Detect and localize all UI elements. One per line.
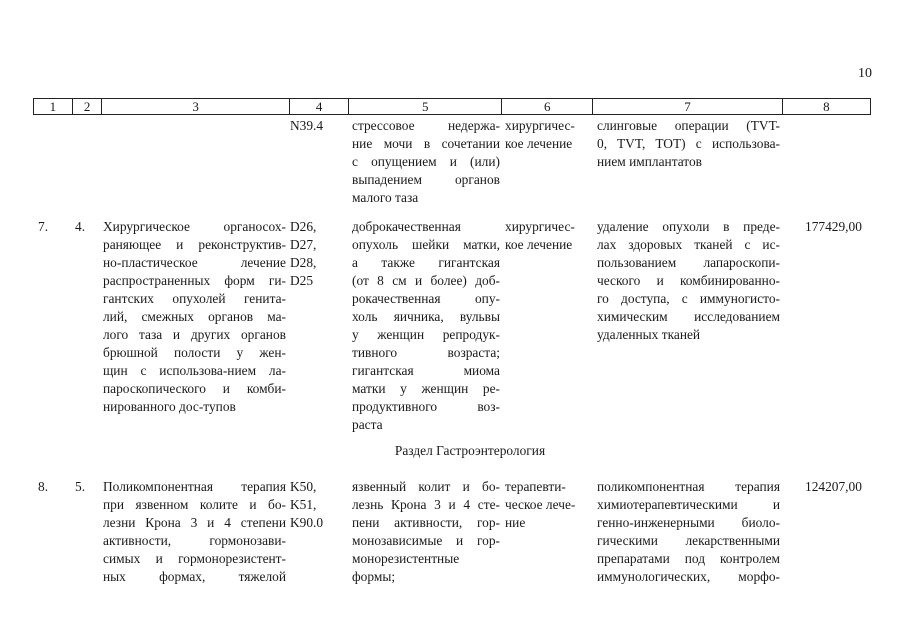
text-line: гигантская миома xyxy=(352,363,500,378)
text-line: выпадением органов xyxy=(352,172,500,187)
header-cell-3: 3 xyxy=(101,99,288,114)
row8-method xyxy=(597,478,780,586)
text-line: хирургичес- xyxy=(505,118,575,133)
row8-treatment-type xyxy=(505,478,575,532)
text-line: пользованием лапароскопи- xyxy=(597,255,780,270)
text-line: лах здоровых тканей с ис- xyxy=(597,237,780,252)
text-line: с опущением и (или) xyxy=(352,154,500,169)
code-line: D26, xyxy=(290,219,317,234)
text-line: а также гигантская xyxy=(352,255,500,270)
code-line: D28, xyxy=(290,255,317,270)
row7-treatment-type xyxy=(505,218,575,254)
page-number: 10 xyxy=(858,66,872,81)
text-line: язвенный колит и бо- xyxy=(352,479,500,494)
text-line: поликомпонентная терапия xyxy=(597,479,780,494)
text-line: го доступа, с иммуногисто- xyxy=(597,291,780,306)
text-line: пароскопического и комби- xyxy=(103,381,286,396)
header-cell-6: 6 xyxy=(501,99,592,114)
text-line: холь яичника, вульвы xyxy=(352,309,500,324)
header-cell-8: 8 xyxy=(782,99,870,114)
text-line: раняющее и реконструктив- xyxy=(103,237,286,252)
text-line: химическим исследованием xyxy=(597,309,780,324)
text-line: ческого и комбинированно- xyxy=(597,273,780,288)
text-line: генно-инженерными биоло- xyxy=(597,515,780,530)
row7-codes xyxy=(290,218,316,290)
text-line: симых и гормонорезистент- xyxy=(103,551,286,566)
row7-name xyxy=(103,218,286,416)
section-title: Раздел Гастроэнтерология xyxy=(394,443,546,458)
text-line: лого таза и других органов xyxy=(103,327,286,342)
text-line: формы; xyxy=(352,569,396,584)
text-line: 0, TVT, TOT) с использова- xyxy=(597,136,780,151)
text-line: кое лечение xyxy=(505,136,573,151)
text-line: гическими лекарственными xyxy=(597,533,780,548)
header-cell-5: 5 xyxy=(348,99,501,114)
text-line: при язвенном колите и бо- xyxy=(103,497,286,512)
text-line: опухоль шейки матки, xyxy=(352,237,500,252)
cont-row-method xyxy=(597,117,780,171)
text-line: химиотерапевтическими и xyxy=(597,497,780,512)
text-line: стрессовое недержа- xyxy=(352,118,500,133)
code-line: D25 xyxy=(290,273,314,288)
text-line: (от 8 см и более) доб- xyxy=(352,273,500,288)
header-cell-4: 4 xyxy=(289,99,349,114)
row8-name xyxy=(103,478,286,586)
row8-cost: 124207,00 xyxy=(805,479,862,494)
cont-row-code xyxy=(290,117,323,135)
text-line: слинговые операции (TVT- xyxy=(597,118,780,133)
code-line: D27, xyxy=(290,237,317,252)
code-line: K90.0 xyxy=(290,515,324,530)
text-line: терапевти- xyxy=(505,479,566,494)
row8-diagnosis xyxy=(352,478,500,586)
row8-codes xyxy=(290,478,323,532)
text-line: матки у женщин ре- xyxy=(352,381,500,396)
text-line: ние мочи в сочетании xyxy=(352,136,500,151)
row8-num1: 8. xyxy=(38,479,49,494)
text-line: нием имплантатов xyxy=(597,154,702,169)
row8-num2: 5. xyxy=(75,479,86,494)
text-line: малого таза xyxy=(352,190,419,205)
text-line: брюшной полости у жен- xyxy=(103,345,286,360)
text-line: удаленных тканей xyxy=(597,327,701,342)
header-cell-7: 7 xyxy=(592,99,781,114)
text-line: пени активности, гор- xyxy=(352,515,500,530)
text-line: ние xyxy=(505,515,526,530)
text-line: продуктивного воз- xyxy=(352,399,500,414)
text-line: Хирургическое органосох- xyxy=(103,219,286,234)
text-line: рокачественная опу- xyxy=(352,291,500,306)
row7-cost: 177429,00 xyxy=(805,219,862,234)
text-line: у женщин репродук- xyxy=(352,327,500,342)
text-line: хирургичес- xyxy=(505,219,575,234)
text-line: ческое лече- xyxy=(505,497,576,512)
text-line: лий, смежных органов ма- xyxy=(103,309,286,324)
text-line: доброкачественная xyxy=(352,219,461,234)
text-line: но-пластическое лечение xyxy=(103,255,286,270)
text-line: препаратами под контролем xyxy=(597,551,780,566)
text-line: иммунологических, морфо- xyxy=(597,569,780,584)
text-line: гантских опухолей генита- xyxy=(103,291,286,306)
header-cell-2: 2 xyxy=(72,99,102,114)
text-line: монорезистентные xyxy=(352,551,460,566)
text-line: тивного возраста; xyxy=(352,345,500,360)
text-line: монозависимые и гор- xyxy=(352,533,500,548)
text-line: активности, гормонозави- xyxy=(103,533,286,548)
text-line: нированного дос-тупов xyxy=(103,399,236,414)
code-line: K50, xyxy=(290,479,317,494)
code-line: N39.4 xyxy=(290,118,324,133)
text-line: лезни Крона 3 и 4 степени xyxy=(103,515,286,530)
cont-row-diagnosis xyxy=(352,117,500,207)
code-line: K51, xyxy=(290,497,317,512)
header-cell-1: 1 xyxy=(49,99,57,114)
text-line: раста xyxy=(352,417,383,432)
text-line: распространенных форм ги- xyxy=(103,273,286,288)
table-header-row xyxy=(33,98,871,115)
text-line: ных формах, тяжелой xyxy=(103,569,286,584)
text-line: Поликомпонентная терапия xyxy=(103,479,286,494)
text-line: удаление опухоли в преде- xyxy=(597,219,780,234)
row7-num2: 4. xyxy=(75,219,86,234)
cont-row-treatment-type xyxy=(505,117,575,153)
row7-diagnosis xyxy=(352,218,500,434)
text-line: щин с использова-нием ла- xyxy=(103,363,286,378)
text-line: лезнь Крона 3 и 4 сте- xyxy=(352,497,500,512)
text-line: кое лечение xyxy=(505,237,573,252)
row7-num1: 7. xyxy=(38,219,49,234)
row7-method xyxy=(597,218,780,344)
